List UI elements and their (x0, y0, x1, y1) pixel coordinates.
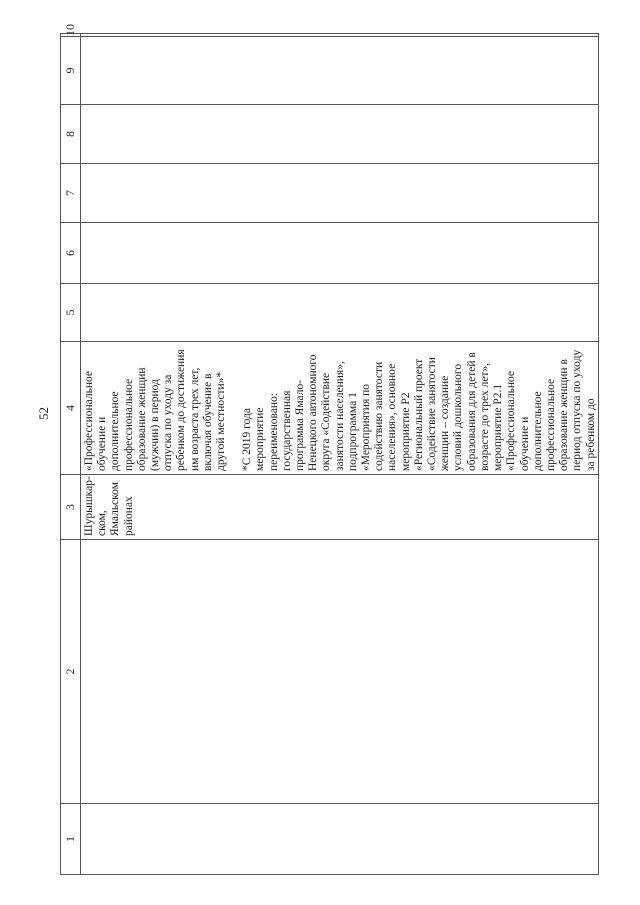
text-line: ребенком до достижения (175, 349, 188, 471)
text-line: им возраста трех лет, (188, 367, 201, 471)
text-line: условий дошкольного (452, 363, 465, 471)
text-line: образование женщин в (558, 359, 571, 471)
column-number-5: 5 (61, 284, 81, 342)
cell-col-3 (81, 475, 599, 540)
text-line: дополнительное (531, 391, 544, 471)
program-description (83, 344, 228, 471)
column-number-7: 7 (61, 164, 81, 223)
text-line: период отпуска по уходу (571, 349, 584, 471)
text-line: занятости населения», (333, 361, 346, 471)
column-number-10: 10 (61, 34, 81, 37)
text-line: мероприятие Р2 (399, 392, 412, 471)
cell-col-1 (81, 804, 599, 875)
text-line: «Региональный проект (412, 358, 425, 471)
text-line: женщин – создание (439, 375, 452, 471)
cell-col-2 (81, 540, 599, 804)
page-number: 52 (36, 407, 51, 420)
text-line: мероприятие Р2.1 (492, 383, 505, 471)
column-number-row (61, 34, 81, 875)
text-line: «Мероприятия по (360, 383, 373, 471)
text-line: Ямальском (109, 482, 122, 536)
text-line: возрасте до трех лет», (478, 362, 491, 471)
rotated-table-wrapper (60, 24, 597, 875)
cell-col-10 (81, 34, 599, 37)
text-line: программа Ямало- (294, 379, 307, 471)
text-line: другой местности»* (215, 371, 228, 471)
text-line: обучение и (518, 416, 531, 471)
table-row (81, 34, 599, 875)
cell-col-6 (81, 223, 599, 284)
text-line: подпрограмма 1 (346, 392, 359, 471)
column-number-9: 9 (61, 37, 81, 105)
cell-col-5 (81, 284, 599, 342)
text-line: образование женщин (135, 367, 148, 471)
text-line: профессиональное (122, 378, 135, 471)
cell-col-9 (81, 37, 599, 105)
text-line: дополнительное (109, 391, 122, 471)
text-line: образования для детей в (465, 352, 478, 471)
text-line: содействию занятости (373, 361, 386, 471)
text-line: Ненецкого автономного (307, 354, 320, 471)
text-line: профессиональное (544, 378, 557, 471)
data-table (60, 24, 599, 875)
text-line: ском, (96, 510, 109, 536)
cell-col-8 (81, 105, 599, 164)
paragraph-gap (228, 344, 241, 471)
cell-col-7 (81, 164, 599, 223)
column-number-4: 4 (61, 342, 81, 475)
text-line: «Профессиональное (83, 370, 95, 471)
column-number-6: 6 (61, 223, 81, 284)
text-line: «Профессиональное (505, 370, 518, 471)
text-line: «Содействие занятости (426, 357, 439, 471)
text-line: Шурышкар- (83, 476, 95, 536)
cell-col-4-text (81, 342, 598, 474)
text-line: государственная (280, 390, 293, 471)
text-line: районах (122, 496, 135, 536)
text-line: включая обучение в (201, 373, 214, 471)
column-number-3: 3 (61, 475, 81, 540)
text-line: населения», основное (386, 363, 399, 471)
column-number-8: 8 (61, 105, 81, 164)
cell-col-4 (81, 342, 599, 475)
cell-col-3-text (81, 475, 136, 539)
text-line: за ребенком до (584, 398, 597, 471)
text-line: (мужчин) в период (149, 379, 162, 471)
text-line: *С 2019 года мероприятие (241, 407, 267, 471)
rename-footnote (241, 344, 597, 471)
text-line: округа «Содействие (320, 372, 333, 471)
text-line: обучение и (96, 416, 109, 471)
text-line: отпуска по уходу за (162, 374, 175, 471)
column-number-2: 2 (61, 540, 81, 804)
column-number-1: 1 (61, 804, 81, 875)
text-line: переименовано: (267, 392, 280, 471)
